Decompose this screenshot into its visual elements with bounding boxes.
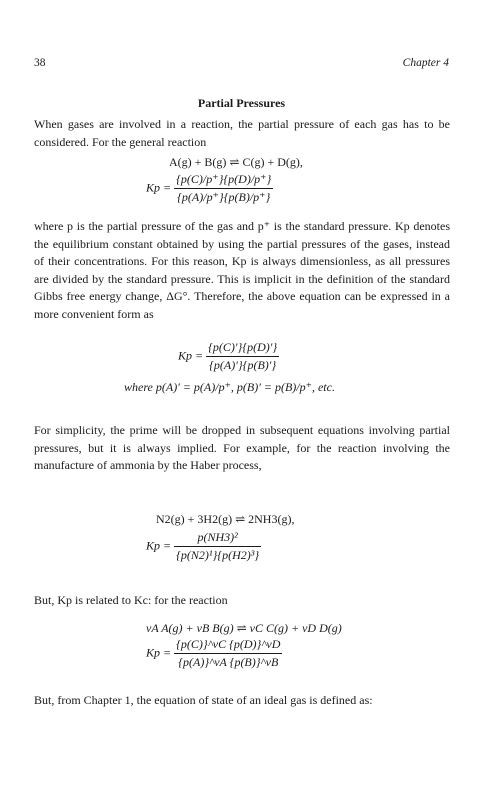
kp-denominator: {p(A)/p⁺}{p(B)/p⁺}: [177, 190, 271, 204]
kp-fraction: [174, 637, 282, 670]
equation-general-stoichiometric-reaction: νA A(g) + νB B(g) ⇌ νC C(g) + νD D(g): [146, 621, 342, 635]
paragraph-partial-pressure-explanation: where p is the partial pressure of the gas and p⁺ is the standard pressure. Kp denotes the equilibrium constant obtained by using the partial pressures of the gases, instead of their concentrations. For this reason, Kp is always dimensionless, as all pressures are divided by the standard pressure. This is implicit in the definition of the standard Gibbs free energy change, ΔG°. Therefore, the above equation can be expressed in a more convenient form as: [34, 219, 450, 321]
kp-denominator: {p(A)}^νA {p(B)}^νB: [178, 655, 279, 669]
kp-symbol: Kp =: [146, 538, 172, 553]
paragraph-kp-kc-relation: But, Kp is related to Kc: for the reaction: [34, 593, 228, 607]
kp-fraction: [174, 530, 261, 563]
equation-kp-definition: [146, 172, 273, 205]
kp-numerator: {p(C)′}{p(D)′}: [206, 340, 279, 357]
chapter-label: Chapter 4: [402, 57, 449, 69]
kp-numerator: {p(C)/p⁺}{p(D)/p⁺}: [174, 172, 273, 189]
equation-general-reaction: A(g) + B(g) ⇌ C(g) + D(g),: [169, 155, 303, 169]
kp-fraction: [206, 340, 279, 373]
paragraph-intro: When gases are involved in a reaction, the partial pressure of each gas has to be considered. For the general reaction: [34, 117, 450, 149]
equation-kp-prime: [178, 340, 279, 373]
kp-denominator: {p(N2)¹}{p(H2)³}: [176, 548, 260, 562]
kp-symbol: Kp =: [146, 645, 172, 660]
equation-kp-general: [146, 637, 282, 670]
section-title: Partial Pressures: [197, 96, 286, 110]
equation-haber-reaction: N2(g) + 3H2(g) ⇌ 2NH3(g),: [156, 512, 295, 526]
page-number: 38: [34, 57, 46, 69]
equation-where-definitions: where p(A)′ = p(A)/p⁺, p(B)′ = p(B)/p⁺, etc.: [124, 380, 335, 394]
paragraph-ideal-gas: But, from Chapter 1, the equation of state of an ideal gas is defined as:: [34, 693, 373, 707]
equation-kp-ammonia: [146, 530, 261, 563]
page-header: [34, 57, 449, 71]
kp-fraction: [174, 172, 273, 205]
kp-symbol: Kp =: [178, 348, 204, 363]
kp-numerator: p(NH3)²: [174, 530, 261, 547]
kp-numerator: {p(C)}^νC {p(D)}^νD: [174, 637, 282, 654]
kp-symbol: Kp =: [146, 180, 172, 195]
paragraph-haber-process: For simplicity, the prime will be dropped in subsequent equations involving partial pressures, but it is always implied. For example, for the reaction involving the manufacture of ammonia by the Haber process,: [34, 423, 450, 472]
kp-denominator: {p(A)′}{p(B)′}: [209, 358, 277, 372]
